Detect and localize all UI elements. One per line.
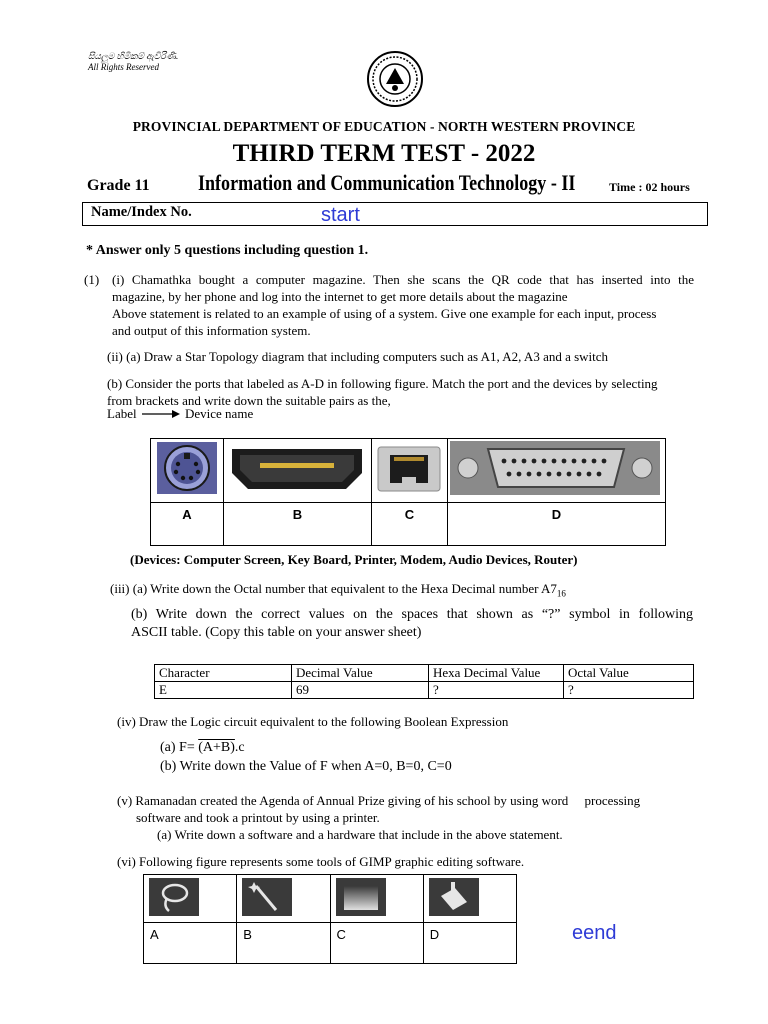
port-cell-a (151, 439, 224, 503)
gimp-cell-a (144, 875, 237, 923)
db25-port-icon (448, 439, 662, 497)
ascii-cell: 69 (292, 682, 429, 699)
q1-vi: (vi) Following figure represents some tools of GIMP graphic editing software. (117, 854, 525, 869)
q1-i-line: Above statement is related to an example of using of a system. Give one example for each input, process (112, 306, 657, 321)
ascii-header: Octal Value (564, 665, 694, 682)
hdmi-port-icon (224, 439, 370, 497)
device-name-word: Device name (185, 406, 254, 421)
gimp-cell-d (423, 875, 516, 923)
q1-i-text (112, 271, 694, 339)
rj45-port-icon (372, 439, 447, 497)
port-label: D (448, 503, 666, 546)
ascii-cell: ? (429, 682, 564, 699)
subject-title: Information and Communication Technology - II (198, 170, 576, 195)
q1-i-line: (i) Chamathka bought a computer magazine. Then she scans the QR code that has inserted into the (112, 272, 694, 287)
instruction-text: * Answer only 5 questions including question 1. (86, 243, 369, 258)
q1-i-line: and output of this information system. (112, 323, 311, 338)
ascii-table (154, 664, 694, 699)
gimp-label: D (423, 923, 516, 964)
q1-iv-a-suffix: .c (234, 740, 245, 755)
ascii-header: Hexa Decimal Value (429, 665, 564, 682)
q1-iv-a-over: (A+B) (198, 740, 235, 755)
q1-i-line: magazine, by her phone and log into the internet to get more details about the magazine (112, 289, 568, 304)
gimp-label: B (237, 923, 330, 964)
end-annotation: eend (572, 922, 617, 944)
devices-list: (Devices: Computer Screen, Key Board, Printer, Modem, Audio Devices, Router) (130, 552, 578, 567)
ascii-cell: E (155, 682, 292, 699)
bucket-fill-icon (429, 878, 479, 916)
arrow-right-icon (142, 409, 182, 419)
gimp-label: C (330, 923, 423, 964)
q1-iii-a-text: (iii) (a) Write down the Octal number that equivalent to the Hexa Decimal number A7 (110, 581, 557, 596)
q1-v-line: (v) Ramanadan created the Agenda of Annual Prize giving of his school by using word processing (117, 793, 641, 808)
all-rights-reserved: All Rights Reserved (88, 62, 159, 72)
ascii-header: Character (155, 665, 292, 682)
grade-label: Grade 11 (87, 177, 150, 194)
gimp-tools-table (143, 874, 517, 964)
ps2-port-icon (151, 439, 223, 497)
q1-iv-a-prefix: (a) F= (160, 740, 199, 755)
q1-v-a: (a) Write down a software and a hardware that include in the above statement. (157, 827, 563, 842)
base-subscript: 16 (556, 588, 566, 599)
port-cell-d (448, 439, 666, 503)
q1-iii-a (110, 580, 566, 603)
gimp-cell-b (237, 875, 330, 923)
sinhala-rights: සියලුම හිමිකම් ඇවිරිණි. (88, 51, 179, 61)
fuzzy-select-wand-icon (242, 878, 292, 916)
name-index-label: Name/Index No. (91, 204, 192, 220)
q1-iv-b: (b) Write down the Value of F when A=0, B=0, C=0 (160, 759, 452, 774)
label-word: Label (107, 406, 137, 421)
table-row (155, 682, 694, 699)
q1-iii-b-line: ASCII table. (Copy this table on your answer sheet) (131, 625, 422, 640)
department-heading: PROVINCIAL DEPARTMENT OF EDUCATION - NORTH WESTERN PROVINCE (132, 119, 636, 134)
q1-ii-a: (ii) (a) Draw a Star Topology diagram that including computers such as A1, A2, A3 and a switch (107, 349, 609, 364)
time-label: Time : 02 hours (609, 180, 690, 194)
q1-ii-b-line: (b) Consider the ports that labeled as A-D in following figure. Match the port and the devices by selecting (107, 376, 658, 391)
q1-v-text (117, 792, 695, 843)
port-label: B (224, 503, 372, 546)
q1-iii-b-text (131, 606, 693, 642)
table-row (155, 665, 694, 682)
blend-gradient-icon (336, 878, 386, 916)
q1-iv: (iv) Draw the Logic circuit equivalent to the following Boolean Expression (117, 714, 509, 729)
q1-v-line: software and took a printout by using a printer. (136, 810, 380, 825)
ports-table (150, 438, 666, 546)
start-annotation: start (321, 204, 360, 226)
q1-ii-b-text (107, 375, 695, 409)
question-number: (1) (84, 272, 100, 287)
provincial-seal-icon (366, 50, 424, 108)
test-title: THIRD TERM TEST - 2022 (232, 140, 536, 167)
port-label: A (151, 503, 224, 546)
port-cell-b (224, 439, 372, 503)
q1-iv-a (160, 740, 245, 756)
gimp-cell-c (330, 875, 423, 923)
q1-iii-b-line: (b) Write down the correct values on the spaces that shown as “?” symbol in following (131, 607, 693, 622)
ascii-header: Decimal Value (292, 665, 429, 682)
ascii-cell: ? (564, 682, 694, 699)
port-label: C (372, 503, 448, 546)
port-cell-c (372, 439, 448, 503)
gimp-label: A (144, 923, 237, 964)
q1-ii-b-line: from brackets and write down the suitable pairs as the, (107, 393, 391, 408)
free-select-lasso-icon (149, 878, 199, 916)
